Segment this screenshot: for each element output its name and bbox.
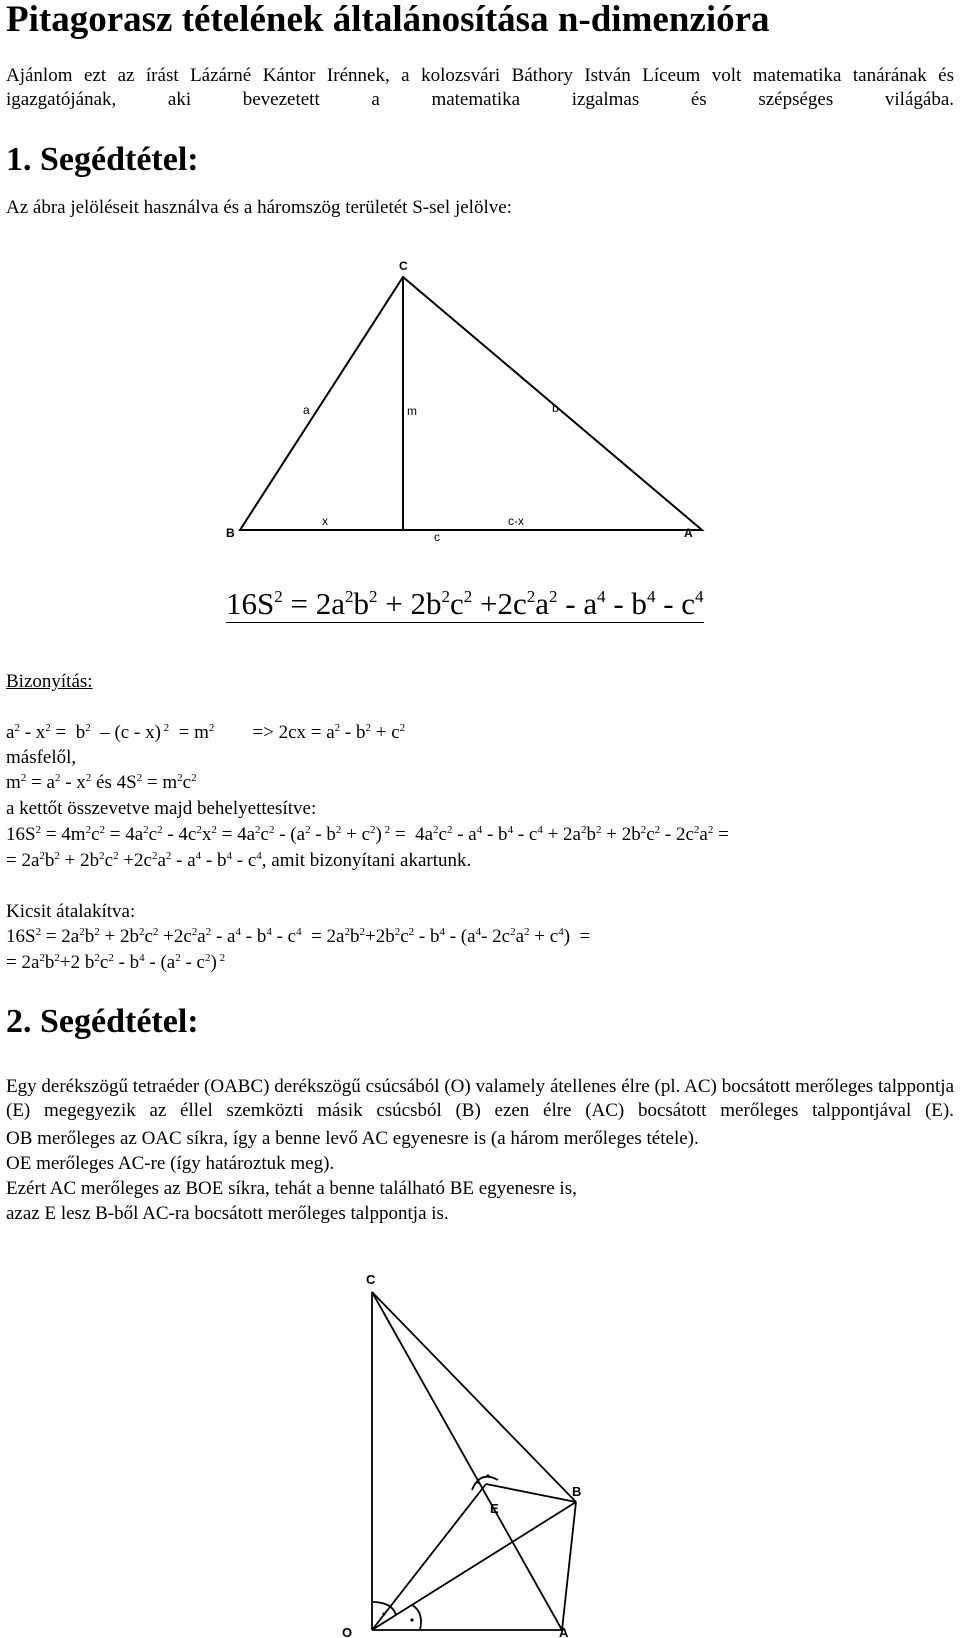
right-angle-arc-O-2 <box>412 1605 421 1630</box>
side-label-a: a <box>303 403 310 417</box>
edge-AB <box>562 1502 576 1630</box>
dedication-paragraph: Ajánlom ezt az írást Lázárné Kántor Irénnek, a kolozsvári Báthory István Líceum volt matematika tanárának és igazgatójának, aki bevezetett a matematika izgalmas és szépséges világába. <box>6 65 954 110</box>
segment-BE <box>486 1484 576 1502</box>
section2-line-3: Ezért AC merőleges az BOE síkra, tehát a benne található BE egyenesre is, <box>6 1178 577 1199</box>
edge-CB <box>372 1292 576 1502</box>
section2-paragraph: Egy derékszögű tetraéder (OABC) derékszögű csúcsából (O) valamely átellenes élre (pl. AC) bocsátott merőleges talppontja (E) megegyezik az éllel szemközti másik csúcsból (B) ezen élre (AC) bocsátott merőleges talppontjával (E). <box>6 1076 954 1121</box>
tetrahedron-figure <box>340 1270 640 1638</box>
main-formula: $16S^2 = 2a^2b^2 + 2b^2c^2 +2c^2a^2 - a^4 - b^4 - c^4$ <box>226 586 704 621</box>
proof-label: Bizonyítás: <box>6 671 93 692</box>
vertex-label-C2: C <box>366 1272 376 1287</box>
triangle-figure <box>220 260 740 570</box>
side-label-b: b <box>552 401 559 415</box>
vertex-label-B2: B <box>572 1484 582 1499</box>
proof-line-4: a kettőt összevetve majd behelyettesítve: <box>6 798 317 819</box>
edge-OB <box>372 1502 576 1630</box>
segment-label-c-minus-x: c-x <box>508 514 524 528</box>
vertex-label-A: A <box>684 526 693 540</box>
angle-dot <box>410 1618 413 1621</box>
vertex-label-C: C <box>399 260 408 273</box>
section1-heading: 1. Segédtétel: <box>6 141 199 178</box>
section1-intro: Az ábra jelöléseit használva és a háromszög területét S-sel jelölve: <box>6 197 512 218</box>
section2-heading: 2. Segédtétel: <box>6 1003 199 1040</box>
transform-line-1: $16S^2 = 2a^2b^2 + 2b^2c^2 +2c^2a^2 - a^4 - b^4 - c^4 = 2a^2b^2+2b^2c^2 - b^4 - (a^4-$ $2c^2a^2 + c^4$) = <box>6 926 591 947</box>
transform-line-2: = $2a^2b^2+2$ $b^2c^2 - b^4 - (a^2 - c^2)$ $^2$ <box>6 952 226 973</box>
angle-dot <box>382 1612 385 1615</box>
proof-line-2: másfelől, <box>6 747 77 768</box>
transform-label: Kicsit átalakítva: <box>6 901 136 922</box>
section2-line-1: OB merőleges az OAC síkra, így a benne levő AC egyenesre is (a három merőleges tétele). <box>6 1128 699 1149</box>
vertex-label-A2: A <box>559 1625 569 1638</box>
section2-line-2: OE merőleges AC-re (így határoztuk meg). <box>6 1153 335 1174</box>
edge-CA <box>372 1292 562 1630</box>
angle-dot <box>476 1480 479 1483</box>
segment-OE <box>372 1484 486 1630</box>
vertex-label-B: B <box>226 526 235 540</box>
vertex-label-E: E <box>490 1501 499 1516</box>
segment-label-x: x <box>322 514 328 528</box>
section2-line-4: azaz E lesz B-ből AC-ra bocsátott merőleges talppontja is. <box>6 1203 449 1224</box>
angle-dot <box>486 1474 489 1477</box>
proof-line-6: = $2a^2b^2 + 2b^2c^2 +2c^2a^2 - a^4 - b^4 - c^4$, amit bizonyítani akartunk. <box>6 850 472 871</box>
proof-line-1: $a^2 - x^2 = b^2 - (c - x) ^2 = m^2$ => $2cx = a^2 - b^2 + c^2$ <box>6 722 406 743</box>
side-label-c: c <box>434 530 440 544</box>
proof-line-3: $m^2 = a^2 - x^2$ és $4S^2 = m^2c^2$ <box>6 772 197 793</box>
page-title: Pitagorasz tételének általánosítása n-dimenzióra <box>6 0 770 40</box>
proof-line-5: $16S^2 = 4m^2c^2 = 4a^2c^2 - 4c^2x^2 = 4a^2c^2 - (a^2 - b^2 + c^2) ^2 = 4a^2c^2 - a^4 - b^4 - c^4 + 2a^2b^2 + 2b^2c^2 - 2c^2a^2$ = <box>6 824 729 845</box>
altitude-label-m: m <box>407 404 417 418</box>
vertex-label-O: O <box>342 1625 353 1638</box>
